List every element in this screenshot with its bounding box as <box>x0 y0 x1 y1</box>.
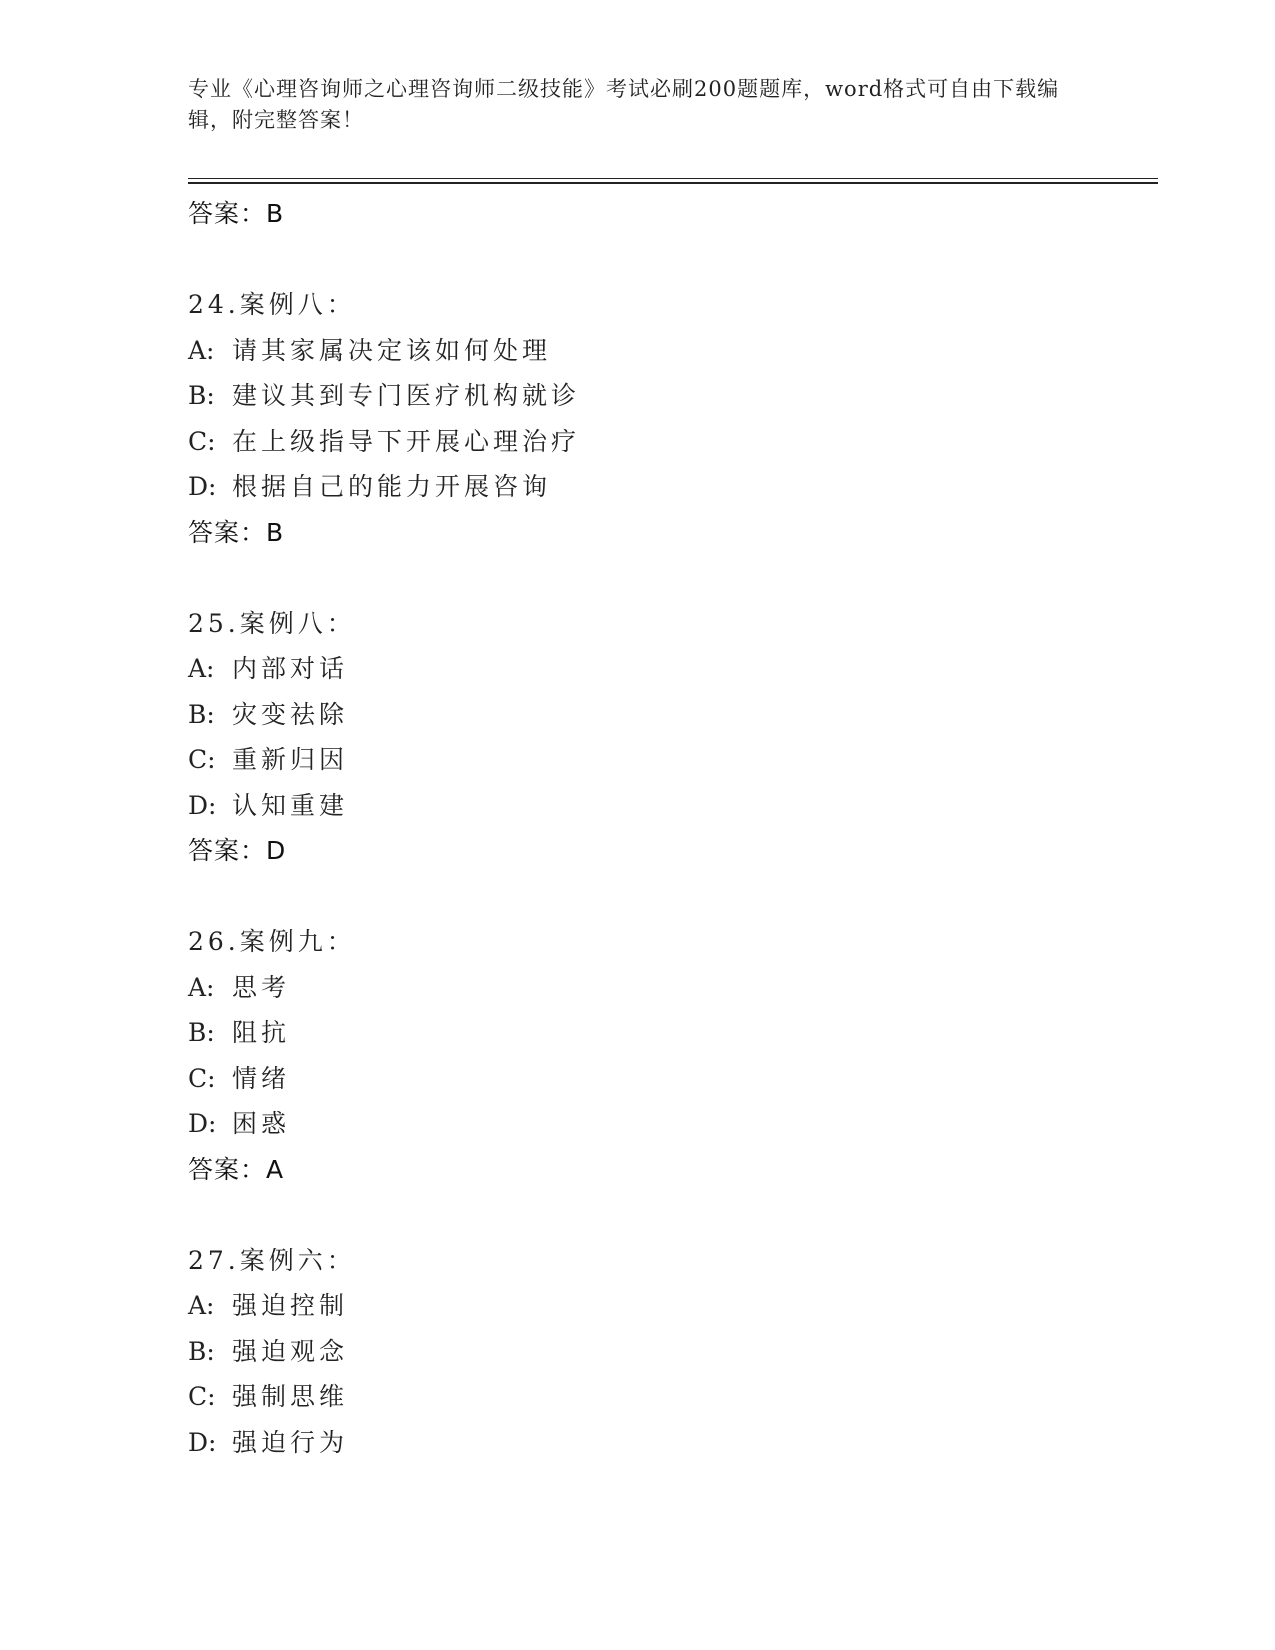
option-text: 强制思维 <box>232 1382 349 1411</box>
spacer <box>188 556 1158 601</box>
option-d <box>188 783 1158 829</box>
option-letter: B: <box>188 1336 215 1366</box>
option-b <box>188 373 1158 419</box>
option-text: 强迫观念 <box>232 1336 349 1366</box>
option-letter: D: <box>188 1109 217 1138</box>
header-divider <box>188 178 1158 184</box>
option-letter: A: <box>188 972 215 1002</box>
option-c <box>188 737 1158 783</box>
option-d <box>188 464 1158 510</box>
question-stem: 27.案例六： <box>188 1245 356 1275</box>
option-c <box>188 1056 1158 1102</box>
option-letter: B: <box>188 381 215 410</box>
question-stem: 25.案例八： <box>188 608 356 638</box>
answer-line: 答案：A <box>188 1154 285 1184</box>
option-d <box>188 1420 1158 1466</box>
option-text: 认知重建 <box>232 790 349 820</box>
question-block <box>188 601 1158 875</box>
question-block <box>188 1238 1158 1466</box>
option-letter: C: <box>188 426 216 456</box>
option-b <box>188 1329 1158 1375</box>
option-letter: C: <box>188 745 216 774</box>
option-text: 重新归因 <box>232 745 349 774</box>
option-a <box>188 646 1158 692</box>
option-letter: B: <box>188 699 215 729</box>
option-text: 强迫控制 <box>232 1291 349 1320</box>
option-text: 情绪 <box>232 1063 291 1093</box>
option-text: 在上级指导下开展心理治疗 <box>232 426 581 456</box>
option-letter: D: <box>188 472 217 501</box>
option-a <box>188 1283 1158 1329</box>
question-stem: 24.案例八： <box>188 290 356 319</box>
answer-line: 答案：B <box>188 199 285 228</box>
option-letter: D: <box>188 1427 217 1457</box>
option-text: 强迫行为 <box>232 1427 349 1457</box>
option-c <box>188 1374 1158 1420</box>
option-letter: A: <box>188 1291 215 1320</box>
option-letter: D: <box>188 790 217 820</box>
question-block <box>188 282 1158 556</box>
option-text: 内部对话 <box>232 654 349 683</box>
option-letter: C: <box>188 1382 216 1411</box>
question-stem: 26.案例九： <box>188 927 356 956</box>
spacer <box>188 874 1158 919</box>
answer-line: 答案：D <box>188 836 287 865</box>
option-d <box>188 1101 1158 1147</box>
spacer <box>188 1193 1158 1238</box>
option-text: 阻抗 <box>232 1018 291 1047</box>
option-a <box>188 965 1158 1011</box>
question-list <box>188 191 1158 1465</box>
spacer <box>188 237 1158 282</box>
option-c <box>188 419 1158 465</box>
question-block <box>188 919 1158 1193</box>
option-text: 建议其到专门医疗机构就诊 <box>232 381 581 410</box>
option-b <box>188 692 1158 738</box>
option-text: 思考 <box>232 972 291 1002</box>
option-letter: A: <box>188 335 215 365</box>
document-header: 专业《心理咨询师之心理咨询师二级技能》考试必刷200题题库，word格式可自由下载编辑，附完整答案！ <box>188 77 1060 132</box>
option-b <box>188 1010 1158 1056</box>
option-letter: A: <box>188 654 215 683</box>
option-text: 根据自己的能力开展咨询 <box>232 472 552 501</box>
answer-line: 答案：B <box>188 517 285 547</box>
option-letter: C: <box>188 1063 216 1093</box>
option-letter: B: <box>188 1018 215 1047</box>
option-a <box>188 328 1158 374</box>
option-text: 困惑 <box>232 1109 291 1138</box>
option-text: 请其家属决定该如何处理 <box>232 335 552 365</box>
option-text: 灾变祛除 <box>232 699 349 729</box>
